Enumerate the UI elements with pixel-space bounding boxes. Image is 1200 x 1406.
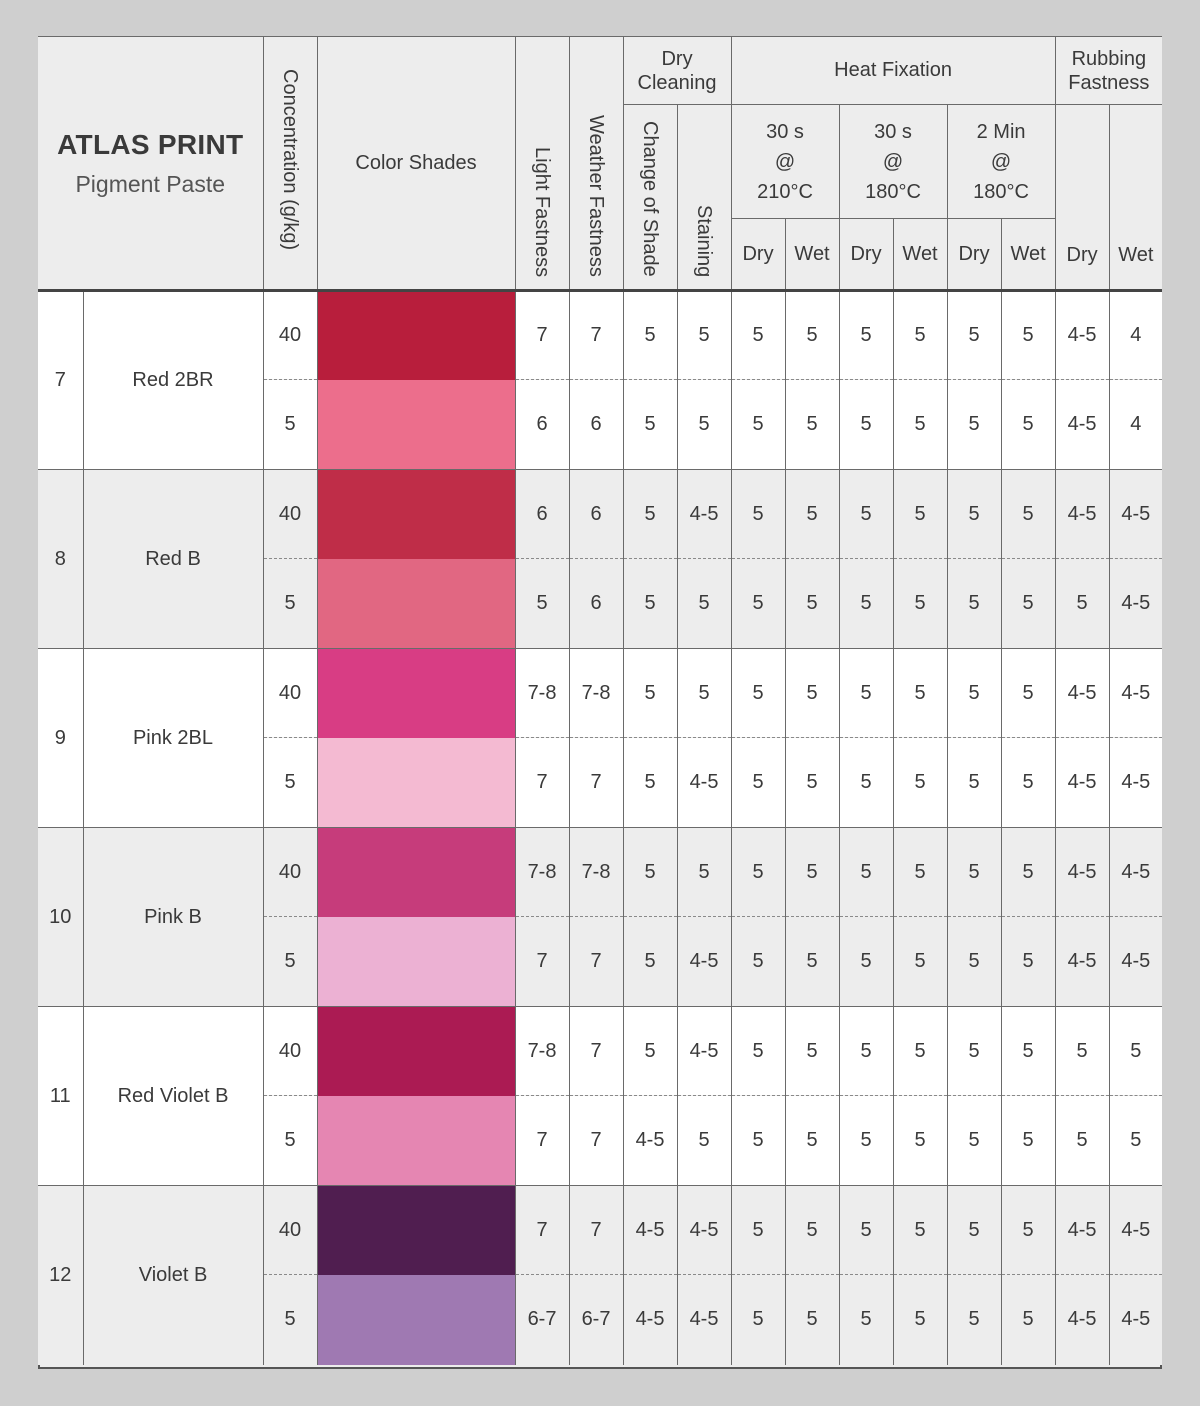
rating-cell: 6 <box>515 470 569 559</box>
rating-cell: 7-8 <box>515 649 569 738</box>
row-number: 10 <box>38 828 83 1007</box>
table-row <box>38 1007 1162 1096</box>
color-swatch <box>317 917 515 1007</box>
rating-cell: 5 <box>785 1275 839 1365</box>
rating-cell: 4-5 <box>1055 828 1109 917</box>
color-swatch <box>317 470 515 559</box>
rating-cell: 7 <box>569 738 623 828</box>
rating-cell: 5 <box>893 1096 947 1186</box>
rating-cell: 7 <box>569 917 623 1007</box>
rating-cell: 5 <box>947 917 1001 1007</box>
row-number: 8 <box>38 470 83 649</box>
rating-cell: 5 <box>731 649 785 738</box>
rating-cell: 4-5 <box>1109 1275 1162 1365</box>
concentration-value: 5 <box>263 1275 317 1365</box>
rating-cell: 5 <box>785 380 839 470</box>
rating-cell: 5 <box>731 291 785 380</box>
rating-cell: 4-5 <box>677 1186 731 1275</box>
rating-cell: 4-5 <box>1109 738 1162 828</box>
rating-cell: 5 <box>947 1096 1001 1186</box>
rating-cell: 4-5 <box>623 1275 677 1365</box>
rating-cell: 5 <box>623 470 677 559</box>
rating-cell: 5 <box>677 1096 731 1186</box>
rating-cell: 7 <box>515 738 569 828</box>
rating-cell: 4-5 <box>1055 738 1109 828</box>
rating-cell: 5 <box>1001 470 1055 559</box>
concentration-value: 40 <box>263 1007 317 1096</box>
rating-cell: 5 <box>731 1096 785 1186</box>
rating-cell: 5 <box>893 380 947 470</box>
header-hf3-dry: Dry <box>947 219 1001 291</box>
header-rubbing-wet: Wet <box>1109 105 1162 291</box>
rating-cell: 5 <box>839 1007 893 1096</box>
header-rubbing-dry: Dry <box>1055 105 1109 291</box>
rating-cell: 4-5 <box>677 470 731 559</box>
rating-cell: 4-5 <box>1055 380 1109 470</box>
rating-cell: 5 <box>947 1275 1001 1365</box>
rating-cell: 5 <box>947 738 1001 828</box>
rating-cell: 5 <box>839 1096 893 1186</box>
rating-cell: 5 <box>623 1007 677 1096</box>
rating-cell: 7 <box>569 291 623 380</box>
rating-cell: 4 <box>1109 291 1162 380</box>
rating-cell: 5 <box>1055 1007 1109 1096</box>
rating-cell: 5 <box>947 1186 1001 1275</box>
rating-cell: 5 <box>893 1007 947 1096</box>
color-swatch <box>317 828 515 917</box>
header-hf-condition-2: 30 s @ 180°C <box>839 105 947 219</box>
rating-cell: 4-5 <box>1109 828 1162 917</box>
rating-cell: 5 <box>515 559 569 649</box>
rating-cell: 5 <box>947 291 1001 380</box>
rating-cell: 5 <box>947 470 1001 559</box>
rating-cell: 5 <box>839 559 893 649</box>
rating-cell: 5 <box>893 917 947 1007</box>
header-hf-condition-3: 2 Min @ 180°C <box>947 105 1055 219</box>
rating-cell: 6 <box>569 380 623 470</box>
rating-cell: 5 <box>731 917 785 1007</box>
rating-cell: 6-7 <box>515 1275 569 1365</box>
brand-cell <box>38 37 263 291</box>
rating-cell: 5 <box>947 649 1001 738</box>
rating-cell: 7-8 <box>569 649 623 738</box>
table-row <box>38 828 1162 917</box>
rating-cell: 5 <box>893 1275 947 1365</box>
rating-cell: 7 <box>515 1096 569 1186</box>
concentration-value: 5 <box>263 917 317 1007</box>
rating-cell: 5 <box>623 738 677 828</box>
pigment-name: Red Violet B <box>83 1007 263 1186</box>
color-swatch <box>317 1007 515 1096</box>
rating-cell: 5 <box>839 380 893 470</box>
concentration-value: 5 <box>263 559 317 649</box>
rating-cell: 5 <box>893 470 947 559</box>
rating-cell: 5 <box>623 559 677 649</box>
row-number: 11 <box>38 1007 83 1186</box>
rating-cell: 4-5 <box>1055 291 1109 380</box>
pigment-name: Violet B <box>83 1186 263 1365</box>
rating-cell: 5 <box>785 470 839 559</box>
rating-cell: 5 <box>839 1275 893 1365</box>
rating-cell: 5 <box>677 828 731 917</box>
rating-cell: 5 <box>839 738 893 828</box>
header-hf2-wet: Wet <box>893 219 947 291</box>
header-rubbing-fastness: Rubbing Fastness <box>1055 37 1162 105</box>
color-swatch <box>317 1096 515 1186</box>
rating-cell: 4-5 <box>623 1186 677 1275</box>
rating-cell: 5 <box>731 559 785 649</box>
rating-cell: 5 <box>1001 380 1055 470</box>
rating-cell: 5 <box>1055 1096 1109 1186</box>
rating-cell: 4-5 <box>677 1275 731 1365</box>
rating-cell: 5 <box>785 828 839 917</box>
rating-cell: 5 <box>677 649 731 738</box>
rating-cell: 5 <box>947 1007 1001 1096</box>
rating-cell: 5 <box>1001 291 1055 380</box>
color-swatch <box>317 1275 515 1365</box>
rating-cell: 5 <box>785 1007 839 1096</box>
concentration-value: 5 <box>263 1096 317 1186</box>
rating-cell: 4-5 <box>677 917 731 1007</box>
rating-cell: 5 <box>623 649 677 738</box>
header-concentration: Concentration (g/kg) <box>263 37 317 291</box>
rating-cell: 5 <box>785 649 839 738</box>
rating-cell: 5 <box>947 380 1001 470</box>
rating-cell: 5 <box>623 291 677 380</box>
color-swatch <box>317 559 515 649</box>
rating-cell: 5 <box>731 828 785 917</box>
rating-cell: 7-8 <box>515 828 569 917</box>
rating-cell: 5 <box>1001 1096 1055 1186</box>
rating-cell: 5 <box>731 1007 785 1096</box>
header-weather-fastness: Weather Fastness <box>569 37 623 291</box>
rating-cell: 5 <box>893 1186 947 1275</box>
rating-cell: 5 <box>785 917 839 1007</box>
color-swatch <box>317 1186 515 1275</box>
rating-cell: 5 <box>1001 1275 1055 1365</box>
rating-cell: 5 <box>1001 828 1055 917</box>
rating-cell: 5 <box>893 559 947 649</box>
rating-cell: 5 <box>731 738 785 828</box>
rating-cell: 5 <box>947 559 1001 649</box>
table-row <box>38 291 1162 380</box>
rating-cell: 5 <box>839 1186 893 1275</box>
rating-cell: 5 <box>677 291 731 380</box>
rating-cell: 5 <box>731 1186 785 1275</box>
rating-cell: 7 <box>515 917 569 1007</box>
table-row <box>38 649 1162 738</box>
rating-cell: 6 <box>515 380 569 470</box>
rating-cell: 5 <box>677 380 731 470</box>
rating-cell: 4-5 <box>1109 470 1162 559</box>
header-hf-condition-1: 30 s @ 210°C <box>731 105 839 219</box>
rating-cell: 4 <box>1109 380 1162 470</box>
rating-cell: 4-5 <box>1055 1275 1109 1365</box>
pigment-name: Red B <box>83 470 263 649</box>
rating-cell: 5 <box>839 649 893 738</box>
concentration-value: 40 <box>263 1186 317 1275</box>
rating-cell: 5 <box>677 559 731 649</box>
rating-cell: 5 <box>1001 1186 1055 1275</box>
table-row <box>38 470 1162 559</box>
rating-cell: 5 <box>785 291 839 380</box>
table-row <box>38 1186 1162 1275</box>
rating-cell: 5 <box>1109 1096 1162 1186</box>
rating-cell: 5 <box>839 917 893 1007</box>
rating-cell: 4-5 <box>1055 1186 1109 1275</box>
rating-cell: 7 <box>515 291 569 380</box>
brand-title: ATLAS PRINT <box>57 128 244 160</box>
pigment-name: Pink B <box>83 828 263 1007</box>
rating-cell: 5 <box>623 380 677 470</box>
concentration-value: 40 <box>263 291 317 380</box>
header-color-shades: Color Shades <box>317 37 515 291</box>
rating-cell: 4-5 <box>1109 917 1162 1007</box>
rating-cell: 5 <box>893 738 947 828</box>
color-swatch <box>317 291 515 380</box>
rating-cell: 5 <box>785 1096 839 1186</box>
rating-cell: 7 <box>569 1186 623 1275</box>
concentration-value: 40 <box>263 470 317 559</box>
rating-cell: 7-8 <box>569 828 623 917</box>
rating-cell: 5 <box>1001 649 1055 738</box>
rating-cell: 5 <box>1001 738 1055 828</box>
rating-cell: 4-5 <box>1055 917 1109 1007</box>
rating-cell: 5 <box>1001 559 1055 649</box>
concentration-value: 40 <box>263 649 317 738</box>
color-swatch <box>317 380 515 470</box>
header-heat-fixation: Heat Fixation <box>731 37 1055 105</box>
rating-cell: 5 <box>785 559 839 649</box>
rating-cell: 4-5 <box>623 1096 677 1186</box>
row-number: 12 <box>38 1186 83 1365</box>
rating-cell: 5 <box>893 291 947 380</box>
rating-cell: 5 <box>839 291 893 380</box>
rating-cell: 4-5 <box>1109 649 1162 738</box>
table-body <box>38 291 1162 1365</box>
rating-cell: 5 <box>839 470 893 559</box>
rating-cell: 7 <box>515 1186 569 1275</box>
color-swatch <box>317 738 515 828</box>
header-hf2-dry: Dry <box>839 219 893 291</box>
rating-cell: 5 <box>947 828 1001 917</box>
rating-cell: 5 <box>731 1275 785 1365</box>
color-swatch <box>317 649 515 738</box>
rating-cell: 6-7 <box>569 1275 623 1365</box>
rating-cell: 4-5 <box>1055 649 1109 738</box>
row-number: 9 <box>38 649 83 828</box>
rating-cell: 5 <box>1109 1007 1162 1096</box>
pigment-name: Red 2BR <box>83 291 263 470</box>
rating-cell: 5 <box>785 1186 839 1275</box>
header-change-of-shade: Change of Shade <box>623 105 677 291</box>
rating-cell: 5 <box>623 917 677 1007</box>
rating-cell: 5 <box>785 738 839 828</box>
rating-cell: 4-5 <box>1109 559 1162 649</box>
rating-cell: 5 <box>731 470 785 559</box>
concentration-value: 5 <box>263 738 317 828</box>
pigment-name: Pink 2BL <box>83 649 263 828</box>
rating-cell: 5 <box>1001 1007 1055 1096</box>
header-hf1-dry: Dry <box>731 219 785 291</box>
rating-cell: 5 <box>623 828 677 917</box>
rating-cell: 6 <box>569 559 623 649</box>
row-number: 7 <box>38 291 83 470</box>
concentration-value: 40 <box>263 828 317 917</box>
rating-cell: 4-5 <box>1109 1186 1162 1275</box>
header-hf1-wet: Wet <box>785 219 839 291</box>
rating-cell: 5 <box>893 649 947 738</box>
header-staining: Staining <box>677 105 731 291</box>
rating-cell: 5 <box>1055 559 1109 649</box>
rating-cell: 7 <box>569 1007 623 1096</box>
concentration-value: 5 <box>263 380 317 470</box>
rating-cell: 5 <box>731 380 785 470</box>
rating-cell: 4-5 <box>677 738 731 828</box>
rating-cell: 6 <box>569 470 623 559</box>
rating-cell: 5 <box>839 828 893 917</box>
header-light-fastness: Light Fastness <box>515 37 569 291</box>
rating-cell: 7 <box>569 1096 623 1186</box>
header-hf3-wet: Wet <box>1001 219 1055 291</box>
header-dry-cleaning: Dry Cleaning <box>623 37 731 105</box>
rating-cell: 4-5 <box>1055 470 1109 559</box>
rating-cell: 5 <box>893 828 947 917</box>
brand-subtitle: Pigment Paste <box>75 170 226 197</box>
rating-cell: 4-5 <box>677 1007 731 1096</box>
rating-cell: 7-8 <box>515 1007 569 1096</box>
rating-cell: 5 <box>1001 917 1055 1007</box>
fastness-table <box>38 36 1162 1365</box>
